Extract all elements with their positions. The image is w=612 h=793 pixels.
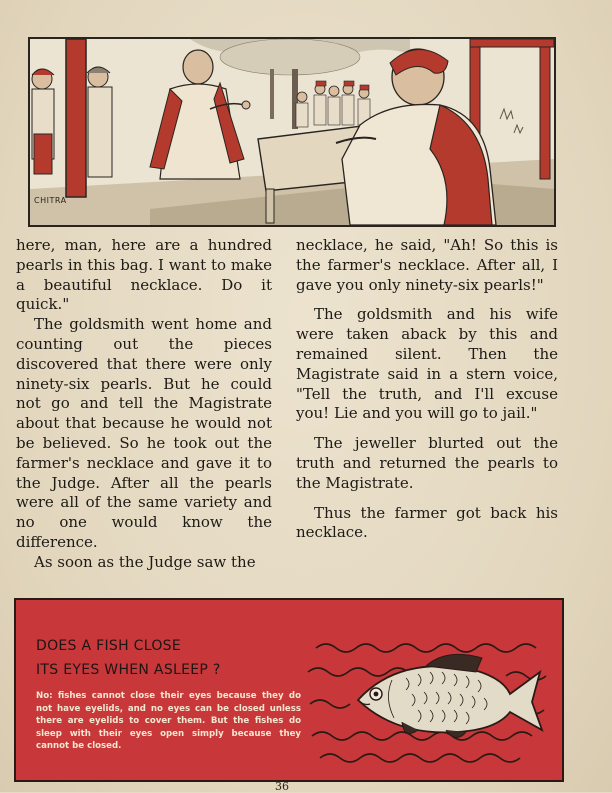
story-paragraph: As soon as the Judge saw the (34, 552, 256, 571)
story-paragraph: necklace, he said, "Ah! So this is the farmer's necklace. After all, I gave you only ninety-six pearls!" (296, 236, 558, 294)
fish-icon (306, 618, 554, 768)
story-paragraph: here, man, here are a hundred pearls in this bag. I want to make a beautiful necklace. Do it quick." (16, 236, 272, 314)
story-paragraph: The goldsmith went home and counting out the pieces discovered that there were only ninety-six pearls. But he could not go and tell the Magistrate about that because he would not be believed. So he took out the farmer's necklace and gave it to the Judge. After all the pearls were all of the same variety and no one would know the difference. (16, 315, 272, 551)
fact-question-line: DOES A FISH CLOSE (36, 638, 181, 654)
story-column-right (296, 236, 558, 553)
artist-signature: CHITRA (34, 196, 67, 205)
fact-answer: No: fishes cannot close their eyes because they do not have eyelids, and no eyes can be closed unless there are eyelids to cover them. But the fishes do sleep with their eyes open simply because they cannot be closed. (36, 691, 301, 752)
fact-question (36, 634, 286, 682)
fact-question-line: ITS EYES WHEN ASLEEP ? (36, 662, 221, 678)
fact-box (14, 598, 564, 782)
story-column-left (16, 236, 272, 573)
story-paragraph: The jeweller blurted out the truth and returned the pearls to the Magistrate. (296, 434, 558, 492)
story-paragraph: The goldsmith and his wife were taken aback by this and remained silent. Then the Magistrate said in a stern voice, "Tell the truth, and I'll excuse you! Lie and you will go to jail." (296, 305, 558, 423)
page-number: 36 (275, 780, 289, 793)
story-illustration (28, 37, 556, 227)
story-paragraph: Thus the farmer got back his necklace. (296, 503, 558, 542)
